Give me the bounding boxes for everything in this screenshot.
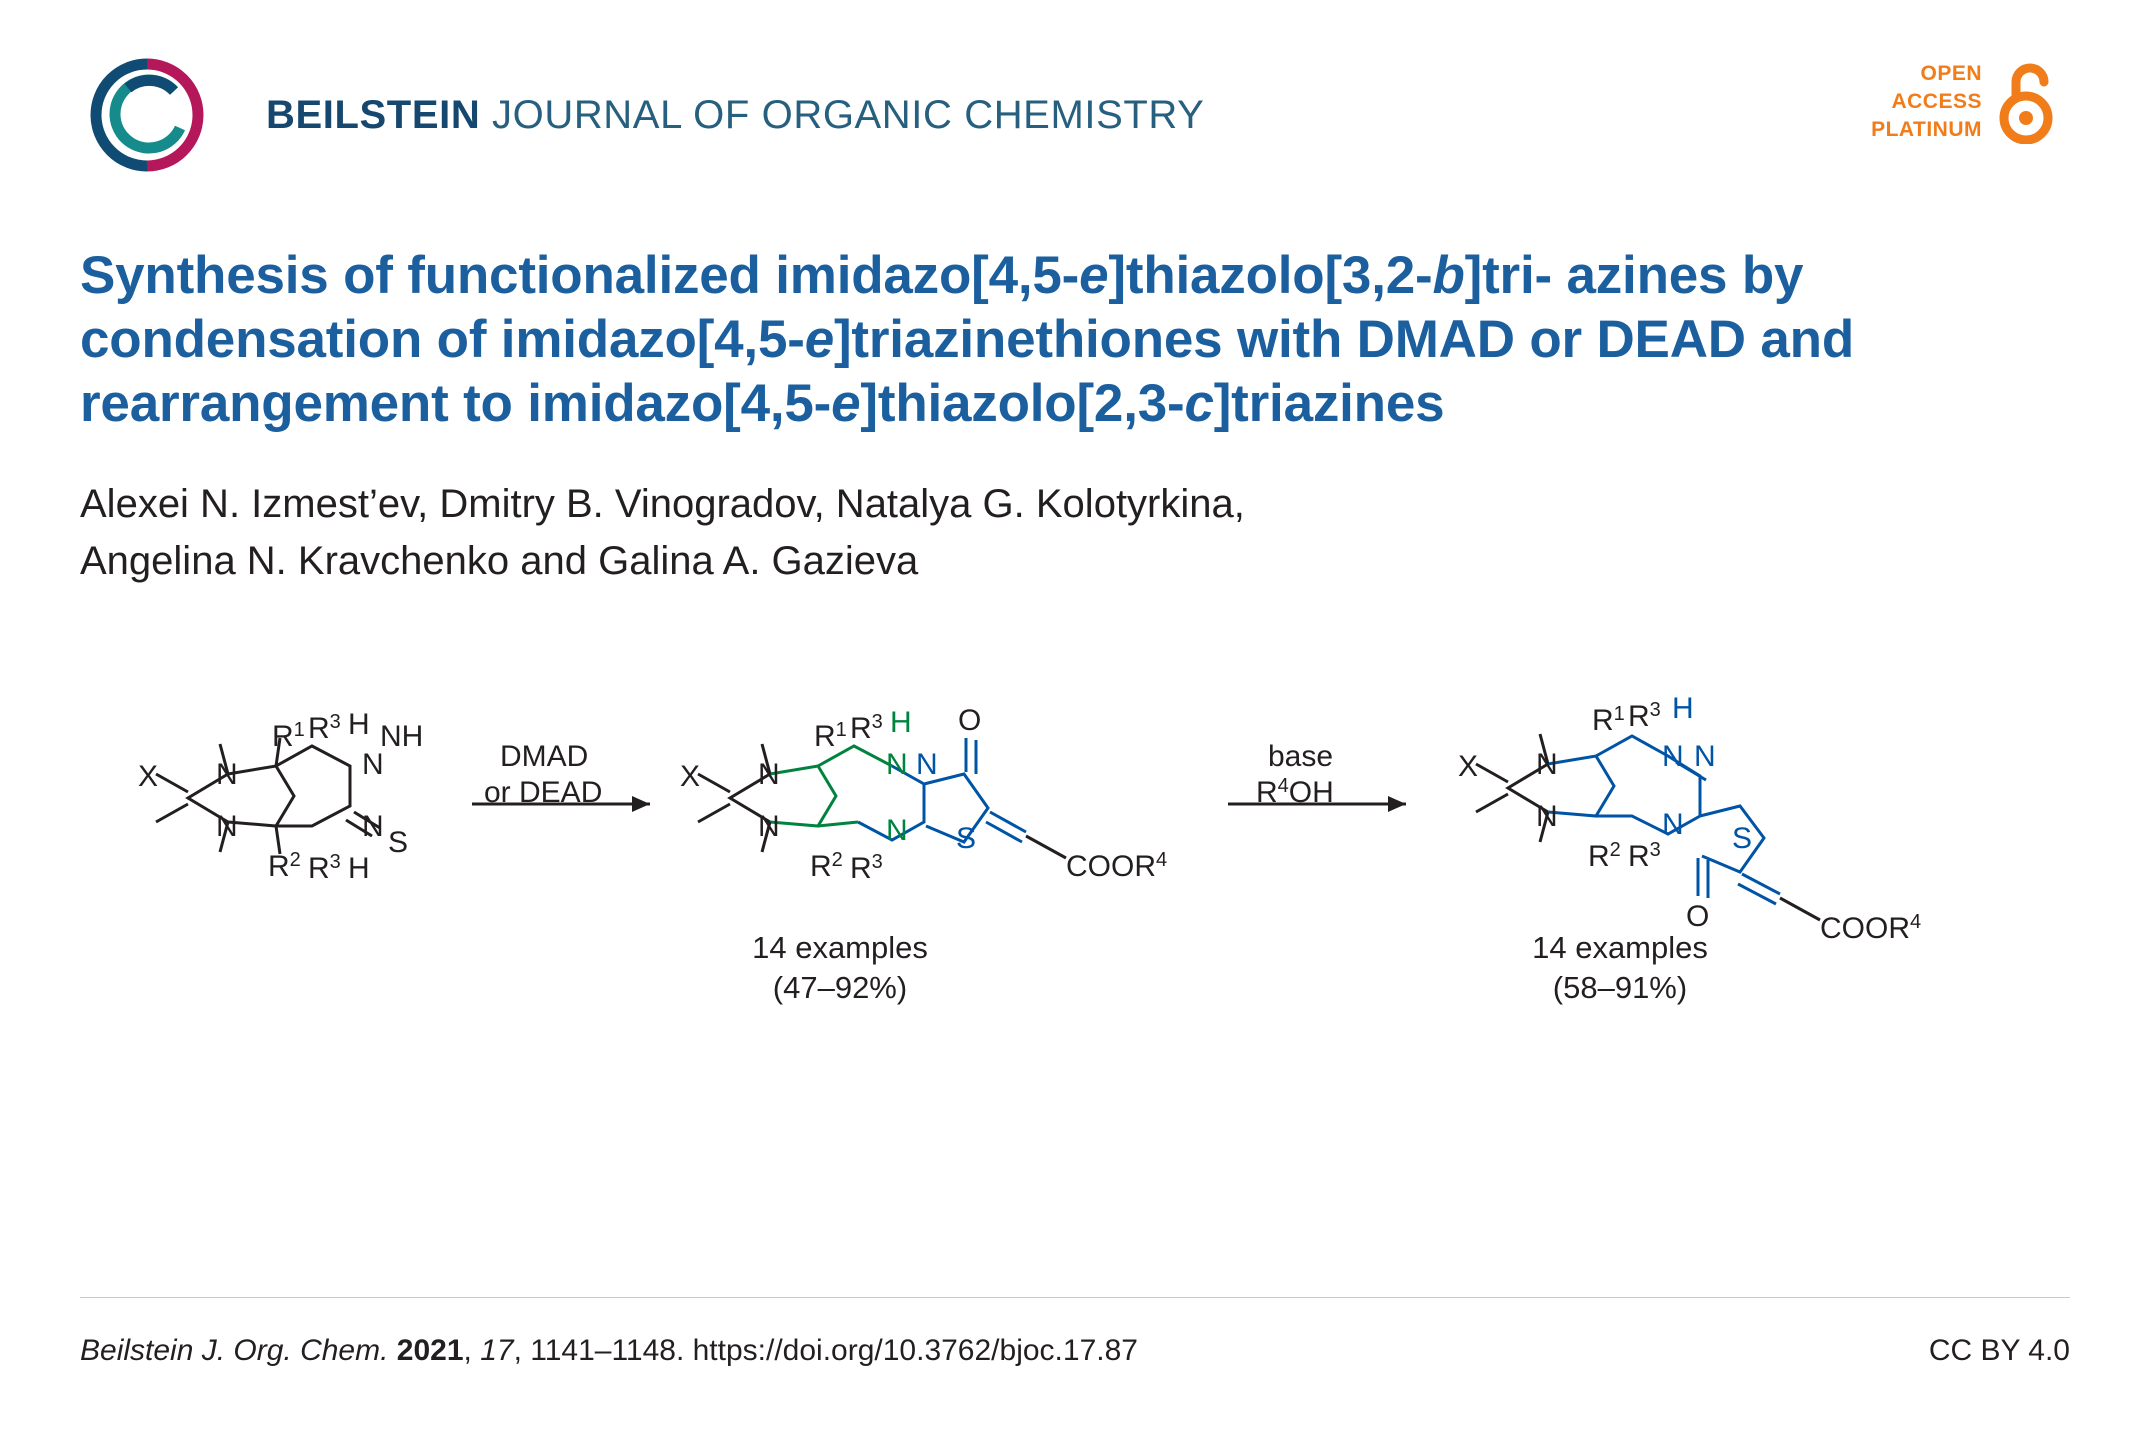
svg-text:N: N (886, 813, 908, 847)
svg-text:N: N (1662, 739, 1684, 773)
citation-volume: 17 (480, 1334, 514, 1367)
svg-text:R3: $R^3$ (1628, 838, 1661, 873)
svg-text:R2: $R^2$ (268, 848, 301, 883)
author-line-1: Alexei N. Izmest’ev, Dmitry B. Vinogradov, Natalya G. Kolotyrkina, (80, 482, 1245, 527)
open-access-badge (1871, 60, 2060, 144)
open-access-line3: PLATINUM (1871, 117, 1982, 141)
page-footer (80, 1334, 2070, 1368)
citation-journal: Beilstein J. Org. Chem. (80, 1334, 389, 1367)
svg-text:COOR4: COOR$^4$ (1820, 910, 1922, 945)
citation: Beilstein J. Org. Chem. 2021, 17, 1141–1148. https://doi.org/10.3762/bjoc.17.87 (80, 1334, 1138, 1367)
structure-starting-material (138, 708, 423, 885)
footer-divider (80, 1297, 2070, 1298)
journal-title-bold: BEILSTEIN (266, 92, 481, 137)
svg-text:N: N (1694, 739, 1716, 773)
citation-year: 2021 (396, 1334, 464, 1367)
reagent-or-dead: or DEAD (484, 775, 603, 809)
svg-text:S: S (956, 821, 977, 855)
beilstein-logo-icon (88, 56, 206, 174)
reagent-r4oh: $R^4OH$ (1256, 774, 1334, 809)
reagent-dmad: DMAD (500, 739, 589, 773)
svg-text:R3: $R^3$ (850, 850, 883, 885)
open-lock-icon (1996, 60, 2060, 144)
author-line-2: Angelina N. Kravchenko and Galina A. Gazieva (80, 539, 919, 584)
svg-text:N: N (216, 809, 238, 843)
scheme-caption-2 (1532, 930, 1708, 1005)
svg-text:R2: $R^2$ (1588, 838, 1621, 873)
svg-text:S: S (388, 825, 409, 859)
svg-text:O: O (958, 703, 982, 737)
structure-product-2 (1458, 692, 1921, 945)
svg-text:X: X (1458, 749, 1479, 783)
svg-text:H: H (890, 705, 912, 739)
svg-text:S: S (1732, 821, 1753, 855)
citation-pages-doi: , 1141–1148. https://doi.org/10.3762/bjoc.17.87 (513, 1334, 1138, 1367)
svg-text:R1: $R^1$ (814, 718, 847, 753)
structure-product-1 (680, 704, 1167, 885)
scheme-caption-1 (752, 930, 928, 1005)
license-label: CC BY 4.0 (1928, 1334, 2070, 1367)
svg-text:R3: $R^3$ (850, 710, 883, 745)
svg-text:(47–92%): (47–92%) (772, 969, 908, 1005)
svg-text:N: N (362, 747, 384, 781)
svg-text:N: N (886, 747, 908, 781)
graphical-abstract-scheme (80, 626, 2070, 1026)
svg-text:R3: $R^3$ (308, 710, 341, 745)
svg-text:X: X (680, 759, 701, 793)
open-access-line1: OPEN (1920, 62, 1982, 86)
journal-title (266, 93, 1204, 138)
title-line-4: imidazo[4,5-e]thiazolo[2,3-c]triazines (527, 374, 1445, 434)
svg-text:N: N (916, 747, 938, 781)
author-list (80, 476, 1880, 590)
svg-text:14 examples: 14 examples (1532, 929, 1708, 965)
svg-text:H: H (1672, 691, 1694, 725)
svg-text:N: N (362, 809, 384, 843)
svg-text:H: H (348, 707, 370, 741)
svg-text:(58–91%): (58–91%) (1552, 969, 1688, 1005)
page-header (80, 0, 2070, 190)
svg-text:N: N (1536, 799, 1558, 833)
reagent-base: base (1268, 739, 1334, 773)
svg-text:COOR4: COOR$^4$ (1066, 848, 1168, 883)
title-line-3: with DMAD or DEAD and rearrangement to (80, 310, 1855, 434)
svg-text:NH: NH (380, 719, 424, 753)
reaction-scheme-svg (80, 626, 2070, 1026)
svg-text:R3: $R^3$ (308, 850, 341, 885)
journal-title-light: JOURNAL OF ORGANIC CHEMISTRY (480, 92, 1205, 137)
svg-text:N: N (758, 809, 780, 843)
svg-text:R1: $R^1$ (1592, 702, 1625, 737)
open-access-text (1871, 60, 1982, 143)
svg-text:N: N (1536, 747, 1558, 781)
svg-text:R1: $R^1$ (272, 718, 305, 753)
title-line-1: Synthesis of functionalized imidazo[4,5-e]thiazolo[3,2-b]tri- (80, 246, 1552, 305)
svg-text:X: X (138, 759, 159, 793)
page-title (80, 244, 2000, 436)
svg-text:N: N (1662, 807, 1684, 841)
reaction-arrow-1 (472, 740, 650, 812)
svg-text:14 examples: 14 examples (752, 929, 928, 965)
svg-text:R2: $R^2$ (810, 848, 843, 883)
svg-text:R3: $R^3$ (1628, 698, 1661, 733)
open-access-line2: ACCESS (1891, 90, 1982, 114)
svg-text:N: N (758, 757, 780, 791)
svg-text:N: N (216, 757, 238, 791)
title-line-2: azines by condensation of imidazo[4,5-e]triazinethiones (80, 246, 1804, 370)
reaction-arrow-2 (1228, 740, 1406, 812)
svg-text:H: H (348, 851, 370, 885)
svg-text:O: O (1686, 899, 1710, 933)
